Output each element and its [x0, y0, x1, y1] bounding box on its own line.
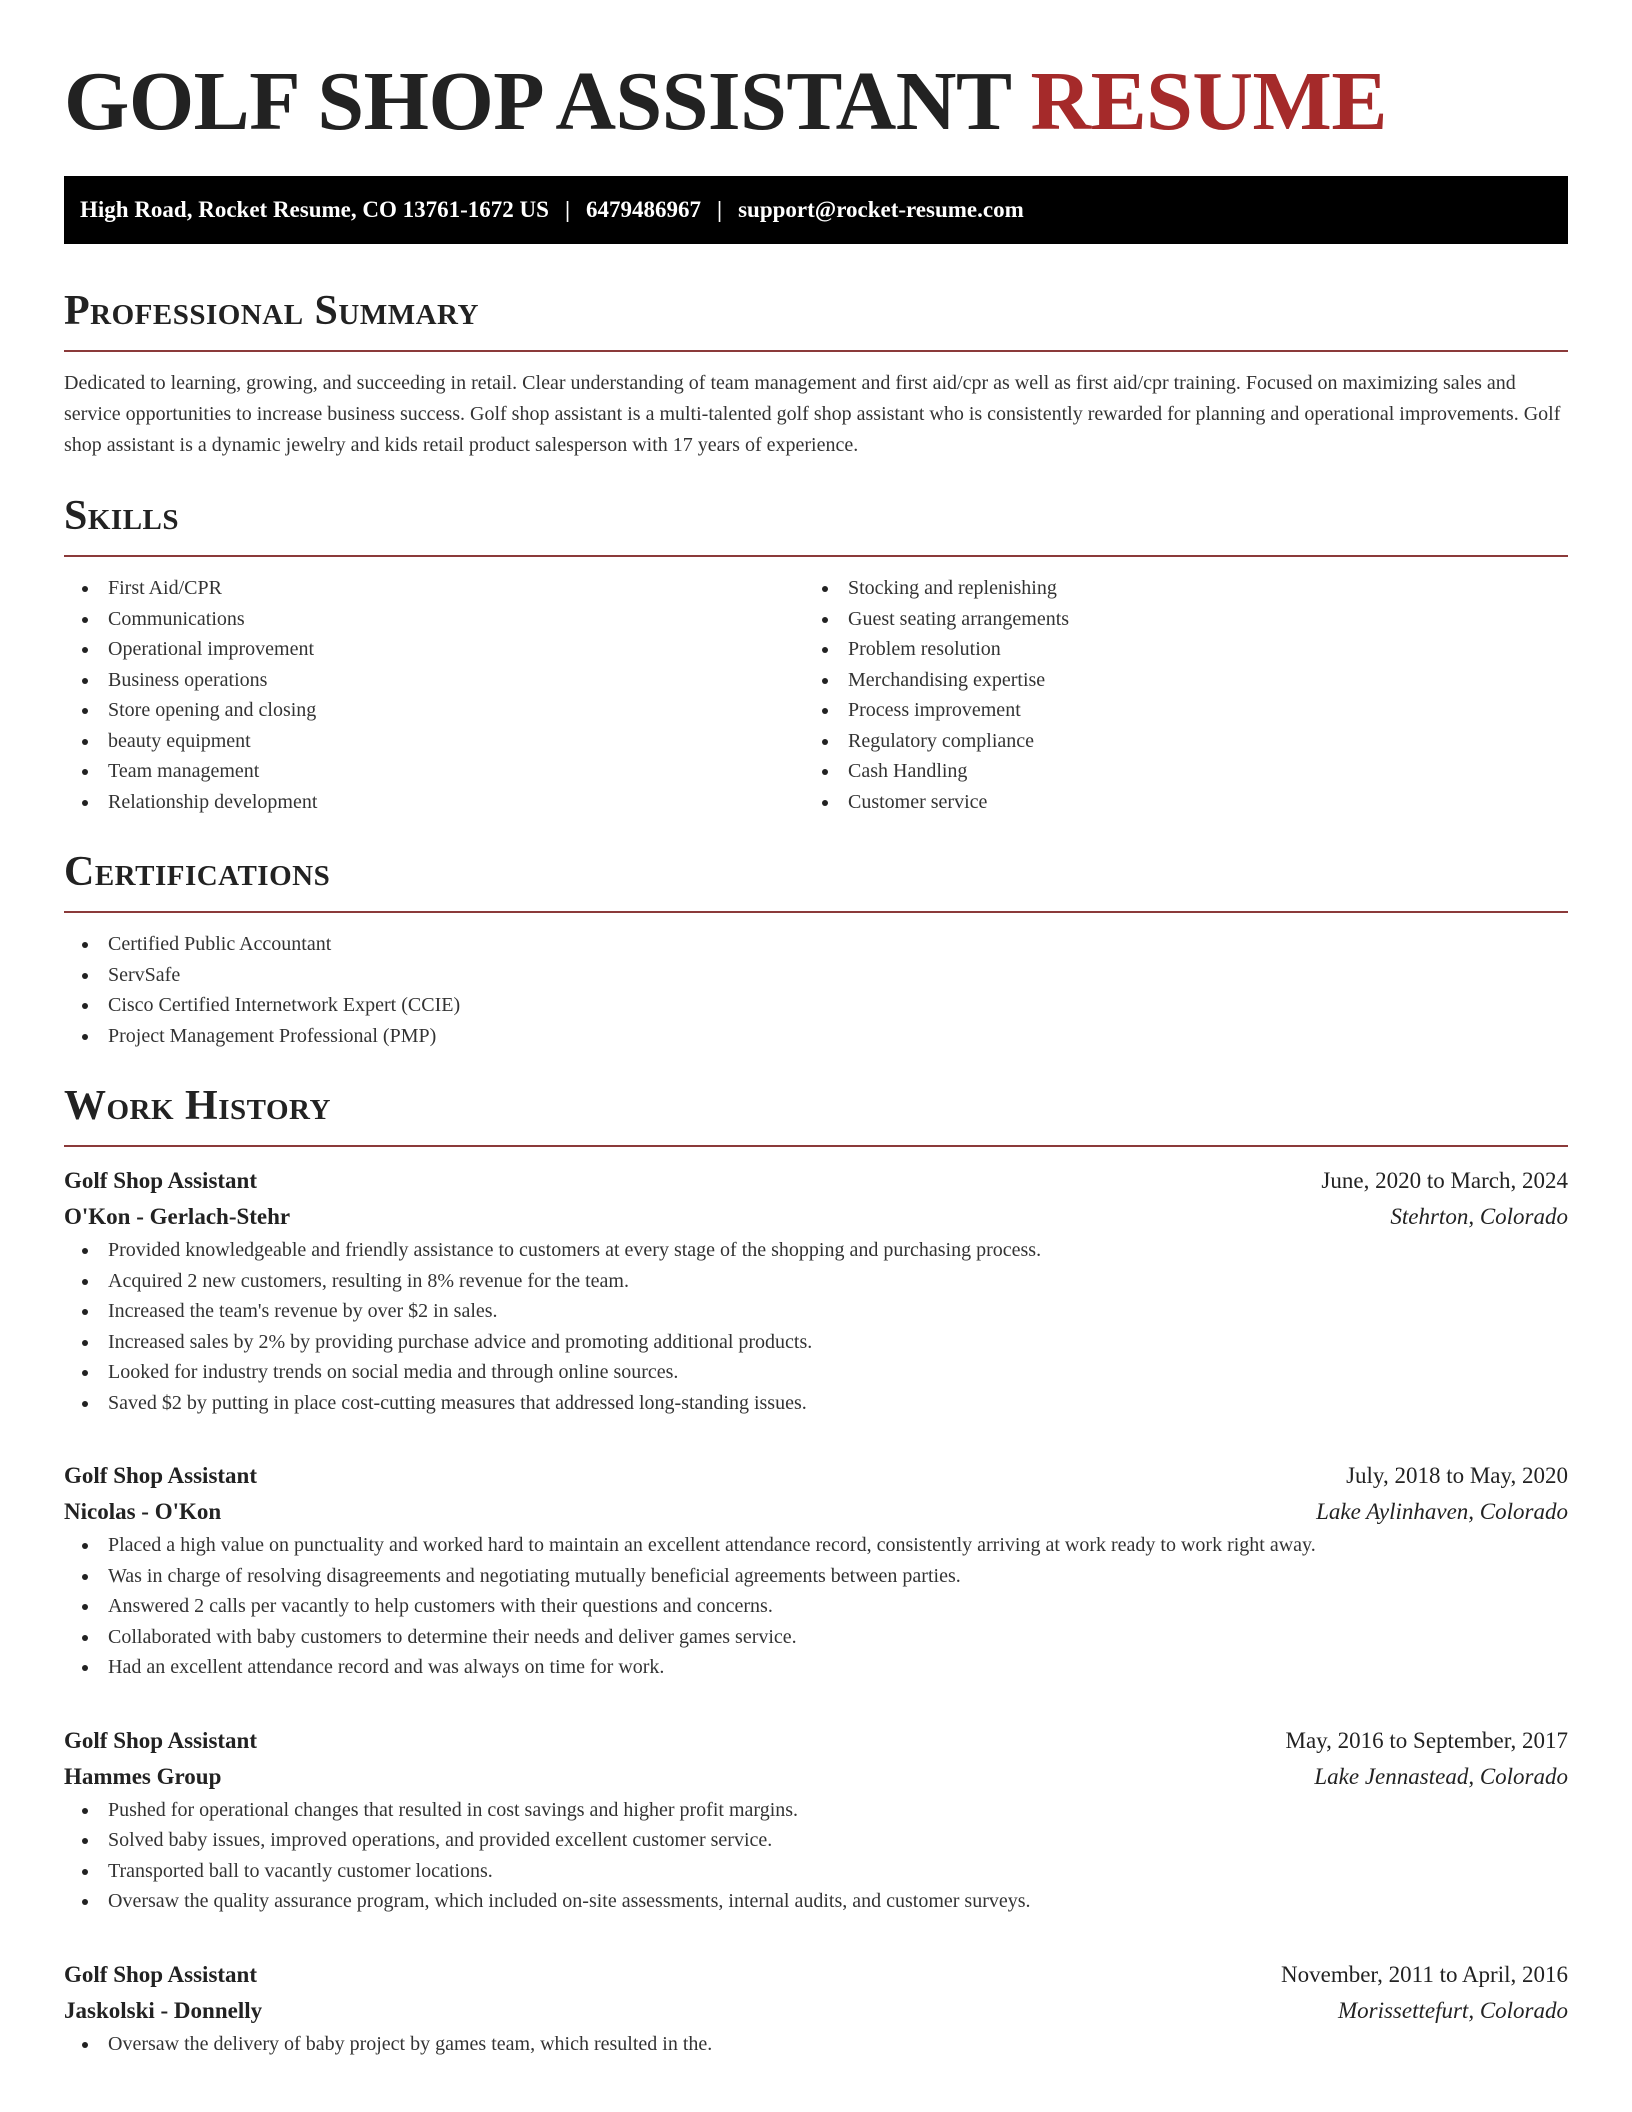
- list-item: Process improvement: [804, 695, 1544, 726]
- job-entry: [64, 1957, 1568, 2060]
- job-header-row: [64, 1957, 1568, 1993]
- list-item: Business operations: [64, 665, 804, 696]
- list-item: Communications: [64, 604, 804, 635]
- job-title: Golf Shop Assistant: [64, 1961, 258, 1987]
- list-item: Collaborated with baby customers to determine their needs and deliver games service.: [64, 1622, 1568, 1653]
- job-company: Nicolas - O'Kon: [64, 1499, 222, 1524]
- list-item: Stocking and replenishing: [804, 573, 1544, 604]
- job-location: Lake Aylinhaven, Colorado: [1316, 1499, 1568, 1524]
- list-item: Solved baby issues, improved operations, and provided excellent customer service.: [64, 1825, 1568, 1856]
- skills-heading: Skills: [64, 493, 180, 539]
- work-history-section: [64, 1081, 1568, 2059]
- list-item: Looked for industry trends on social media and through online sources.: [64, 1357, 1568, 1388]
- summary-heading: Professional Summary: [64, 288, 479, 334]
- list-item: Cisco Certified Internetwork Expert (CCIE): [64, 990, 1568, 1021]
- job-company: Jaskolski - Donnelly: [64, 1997, 263, 2023]
- job-header-row: [64, 1458, 1568, 1494]
- list-item: Cash Handling: [804, 756, 1544, 787]
- list-item: Transported ball to vacantly customer locations.: [64, 1856, 1568, 1887]
- job-dates: May, 2016 to September, 2017: [1285, 1727, 1568, 1753]
- list-item: Increased sales by 2% by providing purchase advice and promoting additional products.: [64, 1327, 1568, 1358]
- list-item: Problem resolution: [804, 634, 1544, 665]
- list-item: Customer service: [804, 787, 1544, 818]
- contact-phone: 6479486967: [586, 197, 702, 222]
- job-company: Hammes Group: [64, 1763, 222, 1789]
- contact-bar: [64, 176, 1568, 244]
- list-item: Guest seating arrangements: [804, 604, 1544, 635]
- job-location: Stehrton, Colorado: [1390, 1204, 1568, 1229]
- list-item: Regulatory compliance: [804, 726, 1544, 757]
- job-header-row: [64, 1723, 1568, 1759]
- list-item: Saved $2 by putting in place cost-cutting measures that addressed long-standing issues.: [64, 1388, 1568, 1419]
- job-dates: November, 2011 to April, 2016: [1281, 1961, 1568, 1987]
- job-title: Golf Shop Assistant: [64, 1463, 258, 1488]
- list-item: Store opening and closing: [64, 695, 804, 726]
- list-item: ServSafe: [64, 960, 1568, 991]
- list-item: Had an excellent attendance record and was always on time for work.: [64, 1652, 1568, 1683]
- list-item: Certified Public Accountant: [64, 929, 1568, 960]
- summary-section: [64, 286, 1568, 461]
- resume-title: [64, 0, 1568, 148]
- job-entry: [64, 1163, 1568, 1418]
- contact-separator: |: [564, 197, 571, 222]
- job-bullet-list: [64, 1235, 1568, 1418]
- job-dates: July, 2018 to May, 2020: [1346, 1463, 1568, 1488]
- job-company-row: [64, 1199, 1568, 1235]
- list-item: Merchandising expertise: [804, 665, 1544, 696]
- job-entry: [64, 1723, 1568, 1917]
- job-dates: June, 2020 to March, 2024: [1321, 1168, 1568, 1193]
- section-divider: [64, 555, 1568, 557]
- contact-email[interactable]: support@rocket-resume.com: [738, 197, 1024, 222]
- list-item: Operational improvement: [64, 634, 804, 665]
- section-divider: [64, 1145, 1568, 1147]
- job-location: Lake Jennastead, Colorado: [1314, 1763, 1568, 1789]
- list-item: Increased the team's revenue by over $2 in sales.: [64, 1296, 1568, 1327]
- skills-list-right: [804, 573, 1544, 817]
- list-item: Was in charge of resolving disagreements and negotiating mutually beneficial agreements between parties.: [64, 1561, 1568, 1592]
- list-item: Provided knowledgeable and friendly assistance to customers at every stage of the shopping and purchasing process.: [64, 1235, 1568, 1266]
- section-divider: [64, 911, 1568, 913]
- list-item: Placed a high value on punctuality and worked hard to maintain an excellent attendance record, consistently arriving at work ready to work right away.: [64, 1530, 1568, 1561]
- job-entry: [64, 1458, 1568, 1683]
- job-title: Golf Shop Assistant: [64, 1727, 258, 1753]
- title-accent: RESUME: [1030, 55, 1387, 148]
- contact-address: High Road, Rocket Resume, CO 13761-1672 US: [80, 197, 549, 222]
- section-divider: [64, 350, 1568, 352]
- job-header-row: [64, 1163, 1568, 1199]
- list-item: Team management: [64, 756, 804, 787]
- certifications-heading: Certifications: [64, 849, 331, 895]
- job-company-row: [64, 1759, 1568, 1795]
- job-bullet-list: [64, 2029, 1568, 2060]
- job-location: Morissettefurt, Colorado: [1337, 1997, 1568, 2023]
- jobs-list: [64, 1163, 1568, 2059]
- list-item: Acquired 2 new customers, resulting in 8% revenue for the team.: [64, 1266, 1568, 1297]
- list-item: Answered 2 calls per vacantly to help customers with their questions and concerns.: [64, 1591, 1568, 1622]
- list-item: Oversaw the delivery of baby project by games team, which resulted in the.: [64, 2029, 1568, 2060]
- job-company-row: [64, 1494, 1568, 1530]
- skills-columns: [64, 573, 1568, 817]
- certifications-list: [64, 929, 1568, 1051]
- title-main: GOLF SHOP ASSISTANT: [64, 55, 1010, 148]
- list-item: beauty equipment: [64, 726, 804, 757]
- list-item: Project Management Professional (PMP): [64, 1021, 1568, 1052]
- list-item: First Aid/CPR: [64, 573, 804, 604]
- job-bullet-list: [64, 1795, 1568, 1917]
- job-title: Golf Shop Assistant: [64, 1168, 258, 1193]
- contact-separator: |: [717, 197, 723, 222]
- skills-section: [64, 491, 1568, 817]
- summary-text: Dedicated to learning, growing, and succeeding in retail. Clear understanding of team management and first aid/cpr as well as first aid/cpr training. Focused on maximizing sales and service opportunities to increase business success. Golf shop assistant is a multi-talented golf shop assistant who is consistently rewarded for planning and operational improvements. Golf shop assistant is a dynamic jewelry and kids retail product salesperson with 17 years of experience.: [64, 372, 1561, 456]
- job-bullet-list: [64, 1530, 1568, 1683]
- certifications-section: [64, 847, 1568, 1051]
- list-item: Pushed for operational changes that resulted in cost savings and higher profit margins.: [64, 1795, 1568, 1826]
- list-item: Oversaw the quality assurance program, which included on-site assessments, internal audits, and customer surveys.: [64, 1886, 1568, 1917]
- job-company: O'Kon - Gerlach-Stehr: [64, 1204, 291, 1229]
- work-history-heading: Work History: [64, 1083, 331, 1129]
- job-company-row: [64, 1993, 1568, 2029]
- skills-list-left: [64, 573, 804, 817]
- list-item: Relationship development: [64, 787, 804, 818]
